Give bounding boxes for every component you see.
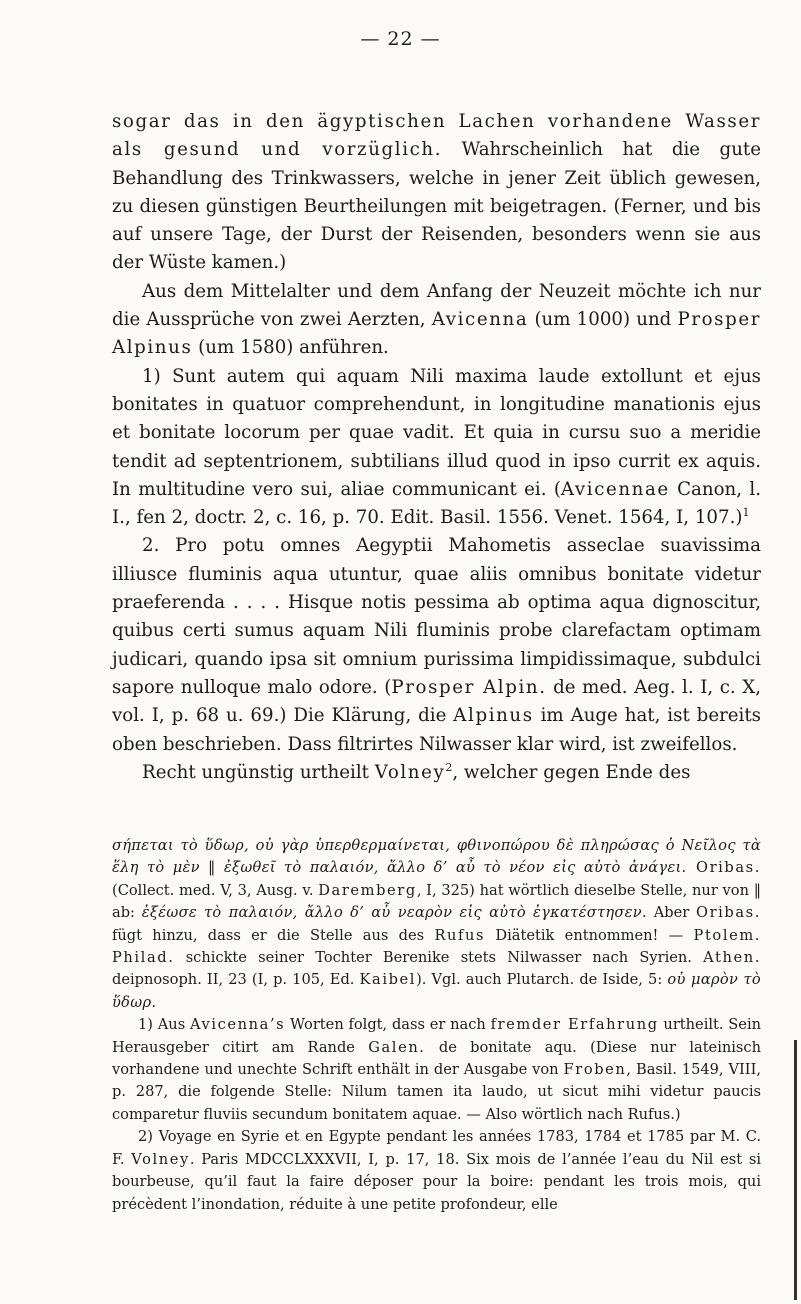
- author-name: Volney: [131, 1150, 190, 1168]
- paragraph-volney: [112, 759, 761, 787]
- author-name: Athen.: [703, 949, 761, 967]
- emphasis-text: fremder Erfahrung: [490, 1016, 659, 1034]
- text-run: , welcher gegen Ende des: [452, 761, 691, 783]
- page-number: — 22 —: [360, 28, 441, 50]
- paragraph-egyptian-water: [112, 108, 761, 278]
- author-name: Prosper Alpinus: [112, 309, 761, 359]
- text-run: urtheilt. Sein Herausgeber citirt am Rande: [112, 1016, 762, 1056]
- author-name: Ptolem. Philad.: [112, 926, 761, 967]
- author-name: Kaibel: [359, 971, 417, 989]
- text-run: , Basil. 1549, VIII, p. 287, die folgende Stelle: Nilum tamen ita laudo, ut sicut mihi videtur paucis comparetur fluviis secundum bonitatem aquae. — Also wörtlich nach Rufus.): [112, 1061, 761, 1123]
- text-run: im Auge hat, ist bereits oben beschrieben. Dass filtrirtes Nilwasser klar wird, ist zweifellos.: [112, 705, 761, 755]
- main-text: [112, 108, 761, 787]
- text-run: 2. Pro potu omnes Aegyptii Mahometis asseclae suavissima illiusce fluminis aqua utuntur, quae aliis omnibus bonitate videtur praeferenda . . . . Hisque notis pessima ab optima aqua dignoscitur, quibus certi sumus aquam Nili fluminis probe clarefactam optimam judicari, quando ipsa sit omnium purissima limpidissimaque, subdulci sapore nulloque malo odore. (: [112, 535, 761, 698]
- footnote-marker: 1: [742, 506, 750, 520]
- emphasis-text: sogar das in den ägyptischen Lachen vorhandene Wasser als gesund und vorzüglich.: [112, 111, 761, 161]
- paragraph-middle-ages: [112, 278, 761, 363]
- text-run: deipnosoph. II, 23 (I, p. 105, Ed.: [112, 971, 360, 989]
- author-name: Avicenna’s: [189, 1016, 286, 1034]
- text-run: Diätetik entnommen! —: [485, 926, 694, 944]
- page-edge-shadow: [794, 1040, 797, 1300]
- footnote-1: [112, 1014, 761, 1126]
- author-name: Avicennae: [560, 478, 670, 500]
- text-run: ). Vgl. auch Plutarch. de Iside, 5:: [416, 971, 668, 989]
- author-name: Oribas.: [696, 904, 761, 922]
- text-run: schickte seiner Tochter Berenike stets Nilwasser nach Syrien.: [174, 949, 704, 967]
- text-run: Worten folgt, dass er nach: [285, 1016, 491, 1034]
- footnote-marker: 2: [445, 760, 453, 774]
- footnotes: [112, 835, 761, 1216]
- text-run: de bonitate aqu. (Diese nur lateinisch vorhandene und unechte Schrift enthält in der Ausgabe von: [112, 1038, 761, 1079]
- text-run: Canon, l. I., fen 2, doctr. 2, c. 16, p. 70. Edit. Basil. 1556. Venet. 1564, I, 107.): [112, 478, 761, 529]
- author-name: Prosper Alpin.: [391, 676, 547, 698]
- text-run: . Paris MDCCLXXXVII, I, p. 17, 18. Six mois de l’année l’eau du Nil est si bourbeuse, qu’il faut la faire déposer pour la boire: pendant les trois mois, qui précèdent l’inondation, réduite à une petite profondeur, elle: [112, 1150, 761, 1213]
- text-run: Recht ungünstig urtheilt: [142, 761, 375, 783]
- footnote-continuation: [112, 835, 761, 1014]
- text-run: Aus dem Mittelalter und dem Anfang der Neuzeit möchte ich nur die Aussprüche von zwei Aerzten,: [112, 280, 761, 331]
- text-run: , I, 325) hat wörtlich dieselbe Stelle, nur von ‖ ab:: [112, 881, 761, 922]
- text-run: Wahrscheinlich hat die gute Behandlung des Trinkwassers, welche in jener Zeit üblich gewesen, zu diesen günstigen Beurtheilungen mit beigetragen. (Ferner, und bis auf unsere Tage, der Durst der Reisenden, besonders wenn sie aus der Wüste kamen.): [112, 139, 761, 274]
- text-run: 1) Sunt autem qui aquam Nili maxima laude extollunt et ejus bonitates in quatuor comprehendunt, in longitudine manationis ejus et bonitate locorum per quae vadit. Et quia in cursu suo a meridie tendit ad septentrionem, subtilians illud quod in ipso currit ex aquis. In multitudine vero sui, aliae communicant ei. (: [112, 365, 761, 500]
- text-run: 2) Voyage en Syrie et en Egypte pendant les années 1783, 1784 et 1785 par M. C. F.: [112, 1128, 761, 1168]
- author-name: Alpinus: [453, 705, 534, 727]
- footnote-2: [112, 1126, 761, 1216]
- text-run: Aber: [646, 904, 697, 922]
- text-run: de med. Aeg. l. I, c. X, vol. I, p. 68 u. 69.) Die Klärung, die: [112, 676, 762, 727]
- text-run: (um 1580) anführen.: [192, 337, 389, 359]
- text-run: fügt hinzu, dass er die Stelle aus des: [112, 926, 435, 944]
- author-name: Galen.: [368, 1038, 426, 1056]
- text-run: (Collect. med. V, 3, Ausg. v.: [112, 881, 319, 899]
- greek-quote: οὐ μαρὸν τὸ ὕδωρ.: [112, 971, 761, 1011]
- author-name: Volney: [374, 761, 446, 783]
- paragraph-quote-1: [112, 363, 761, 533]
- author-name: Avicenna: [431, 309, 529, 331]
- text-run: 1) Aus: [138, 1016, 190, 1034]
- paragraph-quote-2: [112, 532, 761, 758]
- author-name: Daremberg: [318, 881, 417, 899]
- author-name: Oribas.: [686, 859, 762, 877]
- greek-quote: ἐξέωσε τὸ παλαιόν, ἄλλο δ’ αὖ νεαρὸν εἰς αὐτὸ ἐγκατέστησεν.: [141, 904, 647, 922]
- author-name: Froben: [563, 1061, 627, 1079]
- text-run: (um 1000) und: [528, 309, 678, 331]
- author-name: Rufus: [434, 926, 486, 944]
- greek-quote: σήπεται τὸ ὕδωρ, οὐ γὰρ ὑπερθερμαίνεται, φθινοπώρου δὲ πληρώσας ὁ Νεῖλος τὰ ἕλη τὸ μὲν ‖ ἐξωθεῖ τὸ παλαιόν, ἄλλο δ’ αὖ τὸ νέον εἰς αὐτὸ ἀνάγει.: [112, 837, 761, 877]
